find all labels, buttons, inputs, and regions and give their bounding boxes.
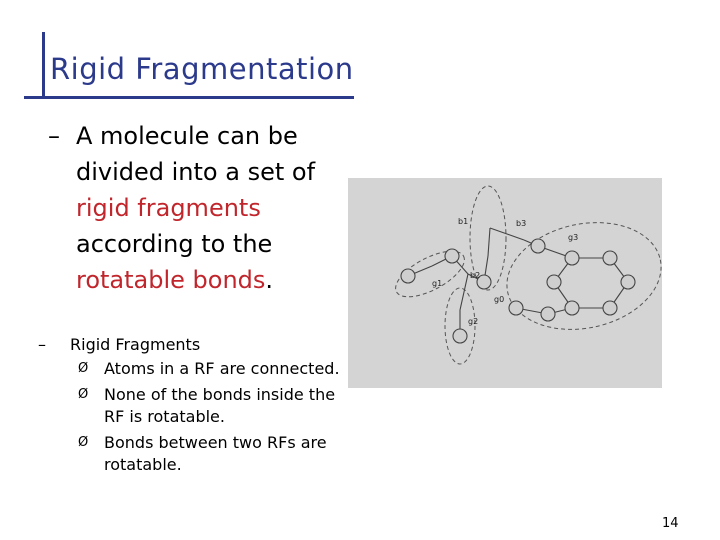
title-accent-horizontal <box>24 96 354 99</box>
arrow-bullet-icon: Ø <box>78 387 89 402</box>
sub-bullet-text: Bonds between two RFs are rotatable. <box>104 433 327 474</box>
slide-title: Rigid Fragmentation <box>50 52 354 86</box>
label-g1: g1 <box>432 279 443 288</box>
bullet-dash: – <box>38 335 46 354</box>
label-g0: g0 <box>494 295 505 304</box>
title-accent-vertical <box>42 32 45 98</box>
molecule-fragment-figure <box>348 178 662 388</box>
arrow-bullet-icon: Ø <box>78 361 89 376</box>
main-bullet-part1: A molecule can be divided into a set of <box>76 122 316 186</box>
highlight-rigid-fragments: rigid fragments <box>76 194 261 222</box>
molecule-diagram <box>348 178 662 388</box>
sub-bullet-text: Atoms in a RF are connected. <box>104 359 340 378</box>
bullet-dash: – <box>48 122 60 150</box>
main-bullet-part2: according to the <box>76 230 273 258</box>
highlight-rotatable-bonds: rotatable bonds <box>76 266 266 294</box>
label-b1: b1 <box>458 217 469 226</box>
label-g2: g2 <box>468 317 479 326</box>
arrow-bullet-icon: Ø <box>78 435 89 450</box>
main-bullet-text <box>76 118 346 298</box>
label-g3: g3 <box>568 233 579 242</box>
label-b2: b2 <box>470 271 481 280</box>
fragment-boundary-g3 <box>497 209 662 343</box>
main-bullet-part3: . <box>265 266 274 294</box>
sub-bullet-text: None of the bonds inside the RF is rotatable. <box>104 385 336 426</box>
rigid-fragments-heading: Rigid Fragments <box>70 335 201 354</box>
label-b3: b3 <box>516 219 527 228</box>
page-number: 14 <box>662 516 679 531</box>
